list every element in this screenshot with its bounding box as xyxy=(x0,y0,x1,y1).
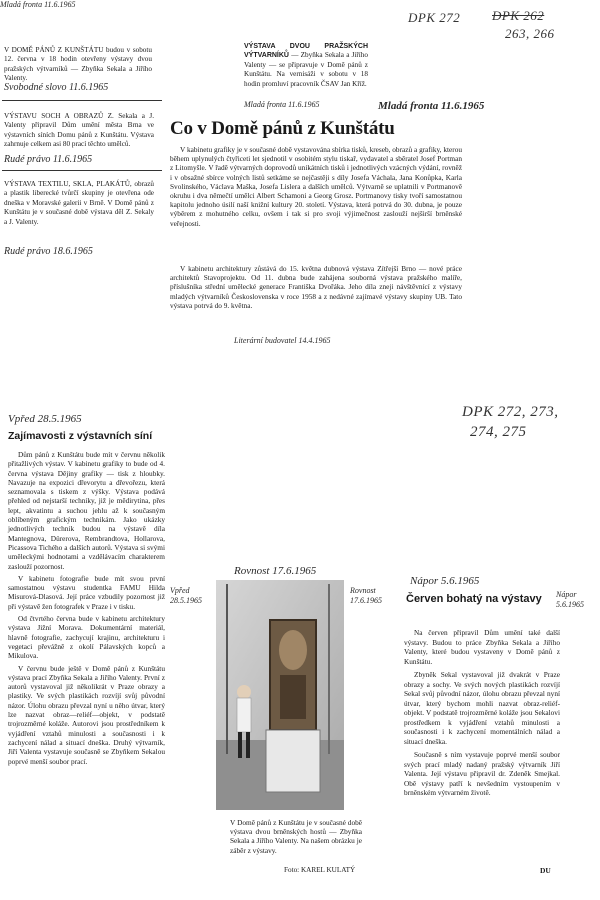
photo-caption xyxy=(230,818,362,855)
photo-side-note-left: Vpřed 28.5.1965 xyxy=(170,586,202,605)
vpred-paragraph: Dům pánů z Kunštátu bude mít v červnu několik přitažlivých výstav. V kabinetu grafiky to bude od 4. června výstava Dějiny grafiky — tisk z hloubky. Navazuje na expozici dřevorytu a dřevořezu, která seznamovala s tiskem z výšky. Výstava podává přehled od nejstarší techniky, již je mědirytina, přes lept, akvatintu a suchou jehlu až k současným oblíbeným grafickým technikám. Jako ukázky jednotlivých technik budou na výstavě díla Mantegnova, Dürerova, Rembrandtova, Hollarova, Picassova Tichého a dalších autorů. Výstava si svými uměleckými hodnotami a vzdělávacím charakterem zaslouží pozornost. xyxy=(8,450,165,571)
exhibition-photo-image xyxy=(216,580,344,810)
napor-side-note: Nápor 5.6.1965 xyxy=(556,590,584,609)
main-article-source: Literární budovatel 14.4.1965 xyxy=(234,336,331,345)
clip-source: Rudé právo 11.6.1965 xyxy=(4,154,93,165)
archive-ref-4: DPK 272, 273, xyxy=(462,404,559,420)
napor-paragraph: Současně s ním vystavuje poprvé menší soubor svých prací mladý nadaný pražský výtvarník Jiří Valenta. Její výstavu připravil dr. Zdeněk Smejkal. Obě výstavy patří k nevšedním vystoupením v brněnském výtvarném životě. xyxy=(404,750,560,797)
main-article-paragraph: V kabinetu grafiky je v současné době vystavována sbírka tisků, kreseb, obrazů a grafiky, kterou během uplynulých čtyřiceti let sjednotil v osobitém stylu tiskař, vydavatel a sběratel Josef Portman z Litomyšle. V řadě výtvarných doprovodů unikátních tisků i jednotlivých vzácných výdání, rovněž i v obsažné sbírce volných listů setkáme se nejčastěji s díly Josefa Váchala, Jana Konůpka, Karla Svolinského, Václava Maška, Josefa Lislera a dalších umělců. Výtvarně se uplatnili v Portmanově okruhu i dva němečtí umělci Albert Schamoni a Georg Grosz. Portmanovy tisky tvoří samostatnou kapitolu jednoho úsilí naší knižní kultury 20. století. Výstava, která potrvá do 30. dubna, je pouze výběrem z mohutného celku, ovšem i tak si pro svoji výjimečnost zaslouží nejširší brněnské veřejnosti. xyxy=(170,145,462,228)
mf-notice-source-label: Mladá fronta 11.6.1965 xyxy=(244,100,320,109)
archive-ref-1: DPK 272 xyxy=(408,10,461,25)
source-label: Mladá fronta 11.6.1965 xyxy=(378,100,485,112)
photo-credit: Foto: KAREL KULATÝ xyxy=(284,866,356,874)
napor-title: Červen bohatý na výstavy xyxy=(406,593,542,605)
clip-source: Rudé právo 18.6.1965 xyxy=(4,246,93,257)
clip-rude-pravo-1 xyxy=(4,112,154,150)
vpred-paragraph: Od čtvrtého června bude v kabinetu architektury výstava Jižní Morava. Dokumentární materiál, hlavně fotografie, zachycují krajinu, architekturu i vegetaci převážně z okolí Pálavských kopců a Mikulova. xyxy=(8,614,165,661)
napor-signature: DU xyxy=(540,866,551,875)
napor-date: Nápor 5.6.1965 xyxy=(410,575,480,587)
clip-rude-pravo-2 xyxy=(4,180,154,227)
vpred-paragraph: V kabinetu fotografie bude mít svou první samostatnou výstavu studentka FAMU Hilda Misurová-Dlasová. Její práce vzbudily pozornost již při výstavě žen fotografek v Praze i v tisku. xyxy=(8,573,165,611)
vpred-paragraph: V červnu bude ještě v Domě pánů z Kunštátu výstava prací Zbyňka Sekala a Jiřího Valenty. První z autorů vystavoval již několikrát v Praze obrazy a plastiky. Ve svých plastikách rozvíjí svůj původní názor. Úlohu obrazu převzal nyní u něho útvar, který lze nazvat obraz—reliéf—objekt, v podstatě trojrozměrné koláže. Autorovi jsou prostředníkem k vyjádření vztahů minulosti a současnosti i k zachycení nálad a situací dneška. Druhý výtvarník, Jiří Valenta vystavuje současně se Zbyňkem Sekalou poprvé menší soubor prací. xyxy=(8,663,165,766)
divider xyxy=(2,100,162,101)
archive-ref-5: 274, 275 xyxy=(470,424,527,440)
main-article-paragraph: V kabinetu architektury zůstává do 15. května dubnová výstava Zítřejší Brno — nové práce architektů Stavoprojektu. Od 11. dubna bude zahájena souborná výstava pražského malíře, příslušníka střední umělecké generace Františka Dvořáka. Jeho díla zneji návštěvnící z výstavy mladých výtvarníků Československa v roce 1958 a z nedávné zajímavé výstavy skupiny UB. Tato výstava potrvá do 9. května. xyxy=(170,264,462,310)
clip-source: Svobodné slovo 11.6.1965 xyxy=(4,82,109,93)
mf-notice-text: — Zbyňka Sekala a Jiřího Valenty — se připravuje v Domě pánů z Kunštátu. Na vernisáži v sobotu v 18 hodin promluví pracovník ČSAV Jan Kříž. xyxy=(244,51,368,88)
archive-ref-3: 263, 266 xyxy=(505,26,555,41)
napor-paragraph: Zbyněk Sekal vystavoval již dvakrát v Praze obrazy a sochy. Ve svých nových plastikách rozvíjí Sekal svůj původní názor, úlohu obrazu převzal nyní útvar, který bychom mohli nazvat obraz-reliéf-objekt. V podstatě trojrozměrné koláže jsou Sekalovi prostředkem k vyjádření vztahů minulosti a současnosti i k zachycení momentálních nálad a situací dneška. xyxy=(404,670,560,746)
photo-side-note-right: Rovnost 17.6.1965 xyxy=(350,586,382,605)
mf-notice-title: VÝSTAVA DVOU PRAŽSKÝCH VÝTVARNÍKŮ xyxy=(244,43,368,60)
divider xyxy=(2,170,162,171)
clip-svobodne-slovo xyxy=(4,46,152,84)
main-article-body-2 xyxy=(170,264,462,310)
mf-notice xyxy=(244,42,368,89)
vpred-date: Vpřed 28.5.1965 xyxy=(8,413,82,425)
archive-ref-2: DPK 262 xyxy=(492,8,545,23)
vpred-title: Zajímavosti z výstavních síní xyxy=(8,430,153,442)
clip-text: VÝSTAVA TEXTILU, SKLA, PLAKÁTŮ, obrazů a plastik liberecké tvůrčí skupiny je otevřena ode dneška v Moravské galerii v Brně. V Domě pánů z Kunštátu je v současné době výstava děl Z. Sekaly a J. Valenty. xyxy=(4,180,154,226)
clip-text: V DOMĚ PÁNŮ Z KUNŠTÁTU budou v sobotu 12. června v 18 hodin otevřeny výstavy dvou pražských výtvarníků — Zbyňka Sekala a Jiřího Valenty. xyxy=(4,46,152,83)
napor-body xyxy=(404,628,560,798)
napor-paragraph: Na červen připravil Dům umění také další výstavy. Budou to práce Zbyňka Sekala a Jiřího Valenty, které budou vystaveny v Domě pánů z Kunštátu. xyxy=(404,628,560,666)
photo-date: Rovnost 17.6.1965 xyxy=(234,565,317,577)
main-article-body xyxy=(170,145,462,228)
main-article-title: Co v Domě pánů z Kunštátu xyxy=(170,118,395,139)
exhibition-photo xyxy=(216,580,344,810)
vpred-body xyxy=(8,450,165,766)
photo-caption-text: V Domě pánů z Kunštátu je v současné době výstava dvou brněnských hostů — Zbyňka Sekala a Jiřího Valenty. Na našem obrázku je záběr z výstavy. xyxy=(230,818,362,855)
mf-notice-source: Mladá fronta 11.6.1965 xyxy=(0,0,76,9)
clip-text: VÝSTAVU SOCH A OBRAZŮ Z. Sekala a J. Valenty připravil Dům umění města Brna ve výstavních síních Domu pánů z Kunštátu. Výstava zahrnuje celkem asi 80 prací těchto umělců. xyxy=(4,112,154,149)
